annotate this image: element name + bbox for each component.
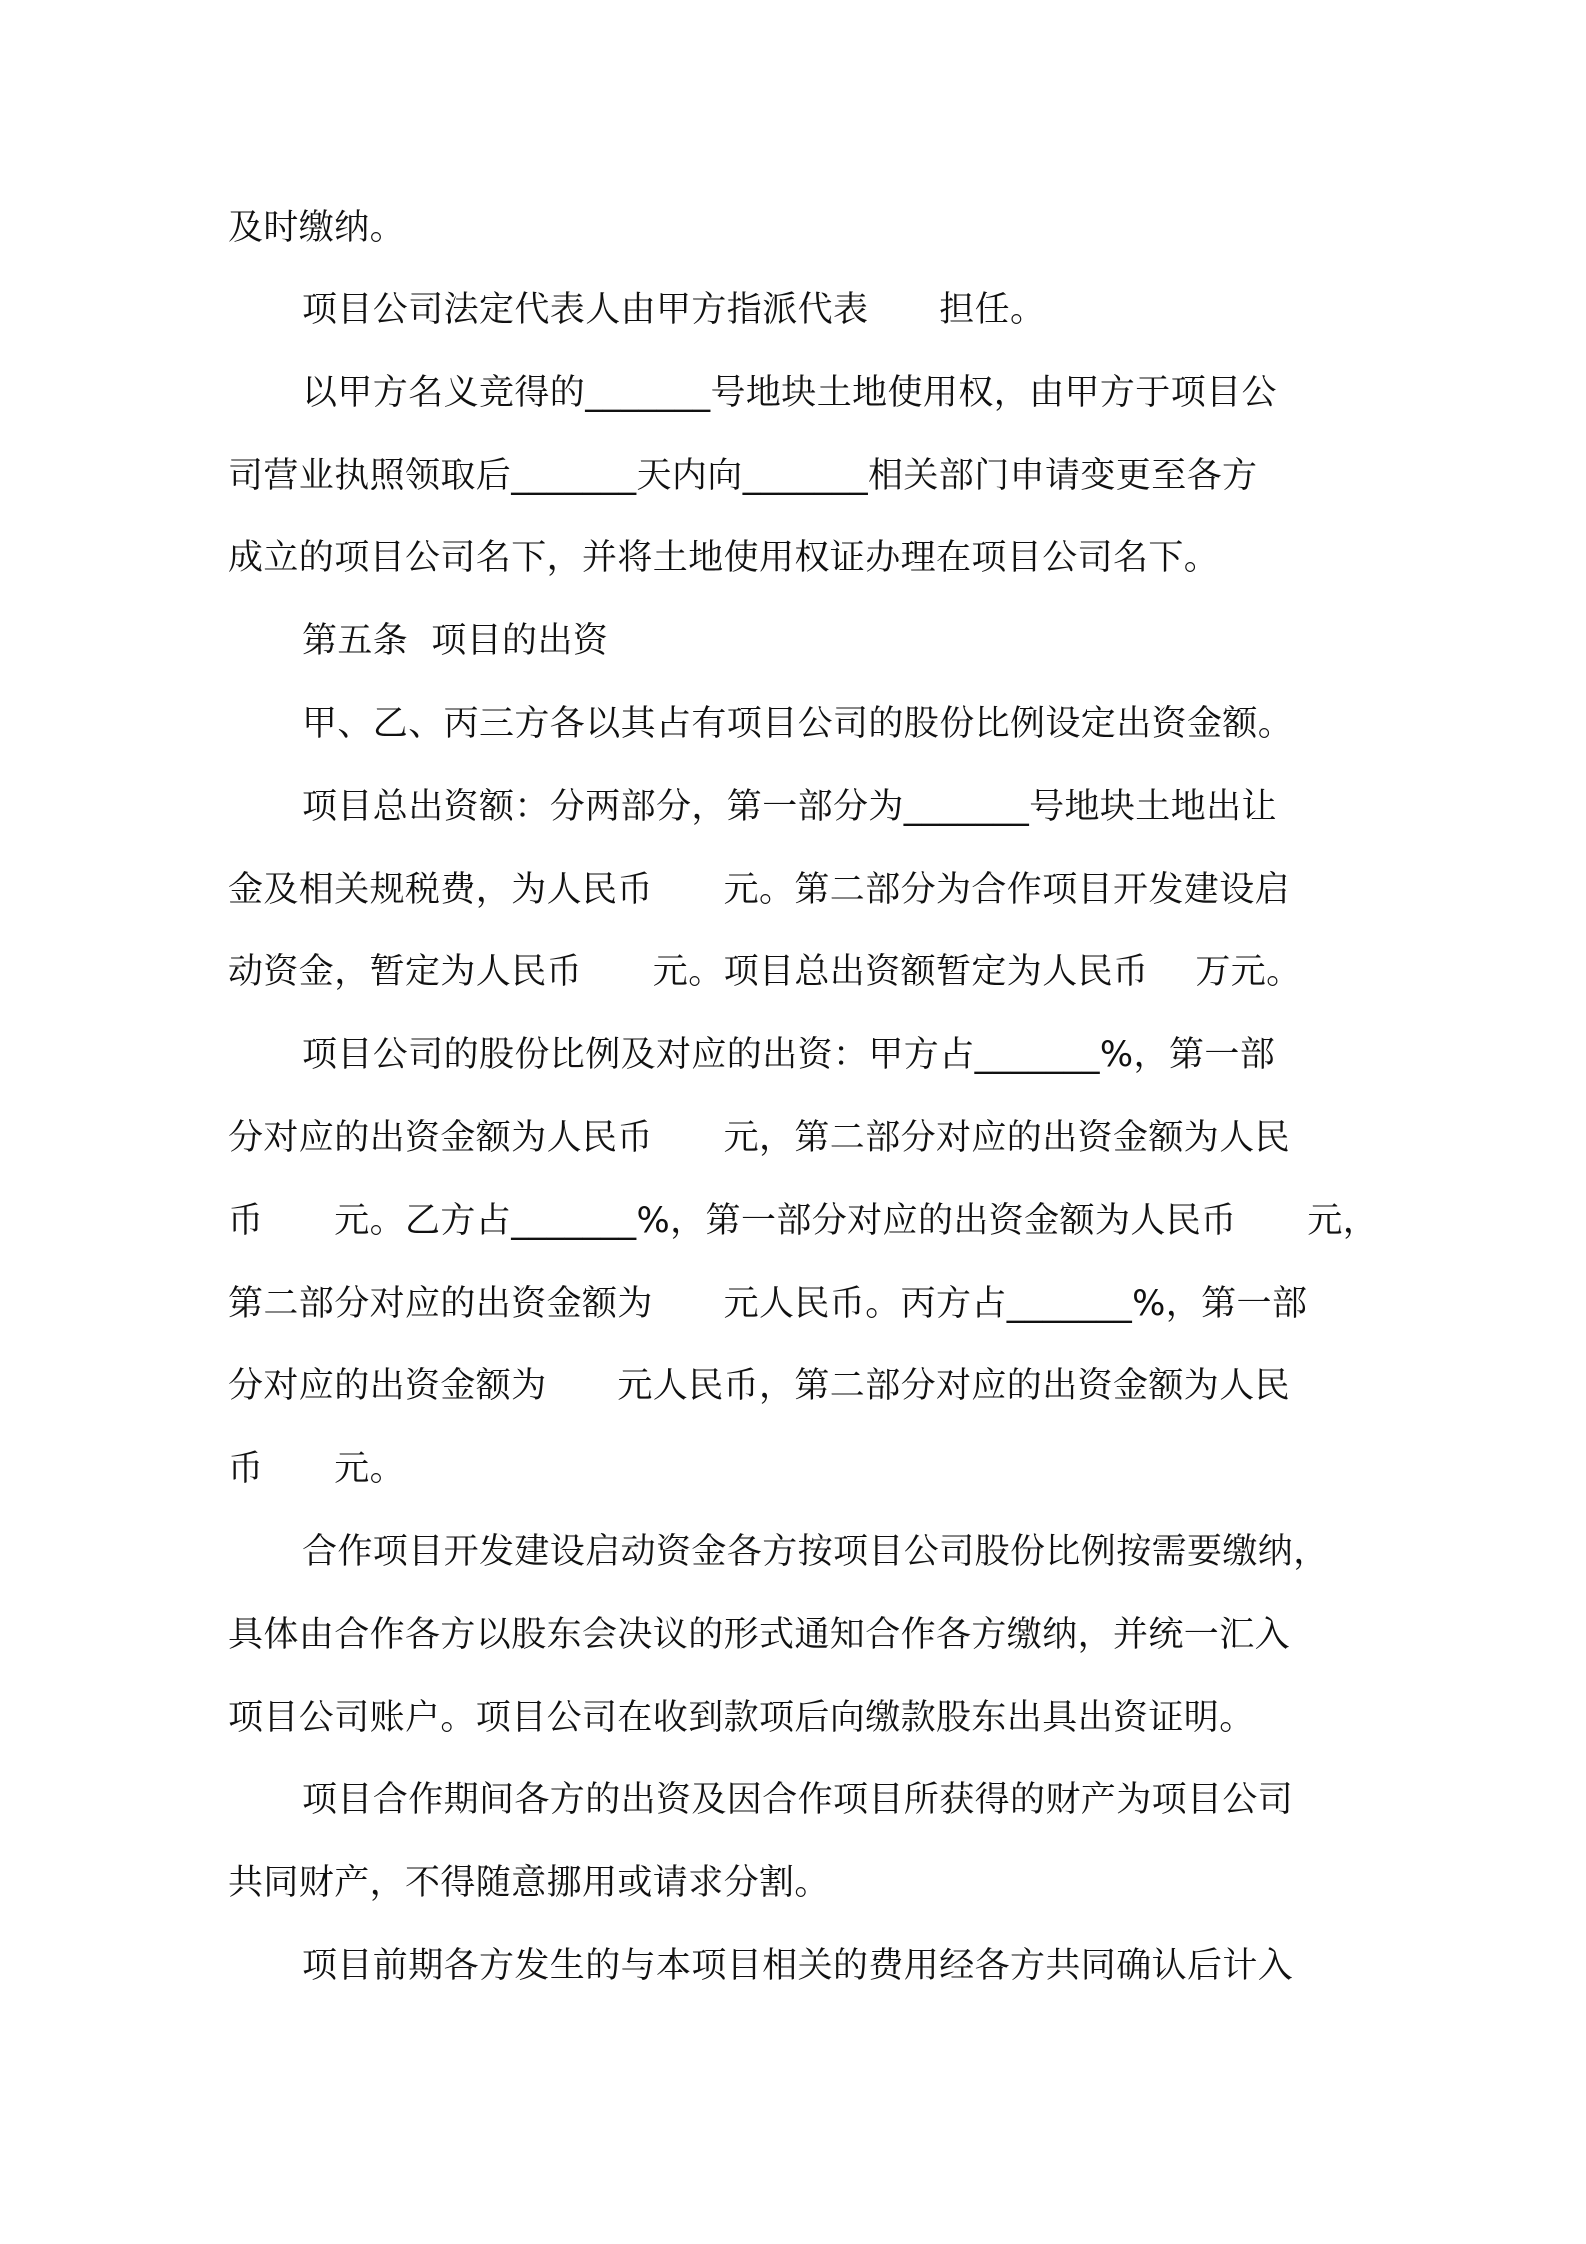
text-line: 项目公司账户。项目公司在收到款项后向缴款股东出具出资证明。: [228, 1698, 1255, 1738]
text-line: 项目前期各方发生的与本项目相关的费用经各方共同确认后计入: [302, 1946, 1294, 1986]
text-line: 项目总出资额：分两部分，第一部分为_______号地块土地出让: [302, 787, 1277, 827]
text-line: 项目公司的股份比例及对应的出资：甲方占_______%，第一部: [302, 1035, 1276, 1075]
text-line: 合作项目开发建设启动资金各方按项目公司股份比例按需要缴纳，: [302, 1532, 1329, 1572]
text-line: 币 元。乙方占_______%，第一部分对应的出资金额为人民币 元，: [228, 1201, 1379, 1241]
text-line: 甲、乙、丙三方各以其占有项目公司的股份比例设定出资金额。: [302, 704, 1294, 744]
text-line: 共同财产，不得随意挪用或请求分割。: [228, 1863, 830, 1903]
text-line: 司营业执照领取后_______天内向_______相关部门申请变更至各方: [228, 456, 1258, 496]
section-heading: 第五条 项目的出资: [302, 621, 609, 661]
text-line: 以甲方名义竞得的_______号地块土地使用权，由甲方于项目公: [302, 373, 1277, 413]
text-line: 具体由合作各方以股东会决议的形式通知合作各方缴纳，并统一汇入: [228, 1615, 1291, 1655]
text-line: 分对应的出资金额为人民币 元，第二部分对应的出资金额为人民: [228, 1118, 1291, 1158]
text-line: 第二部分对应的出资金额为 元人民币。丙方占_______%，第一部: [228, 1284, 1308, 1324]
text-line: 金及相关规税费，为人民币 元。第二部分为合作项目开发建设启: [228, 870, 1291, 910]
text-line: 项目公司法定代表人由甲方指派代表 担任。: [302, 290, 1046, 330]
text-line: 动资金，暂定为人民币 元。项目总出资额暂定为人民币 万元。: [228, 952, 1302, 992]
text-line: 项目合作期间各方的出资及因合作项目所获得的财产为项目公司: [302, 1780, 1294, 1820]
text-line: 及时缴纳。: [228, 208, 406, 248]
text-line: 分对应的出资金额为 元人民币，第二部分对应的出资金额为人民: [228, 1366, 1291, 1406]
text-line: 成立的项目公司名下，并将土地使用权证办理在项目公司名下。: [228, 538, 1220, 578]
text-line: 币 元。: [228, 1449, 406, 1489]
